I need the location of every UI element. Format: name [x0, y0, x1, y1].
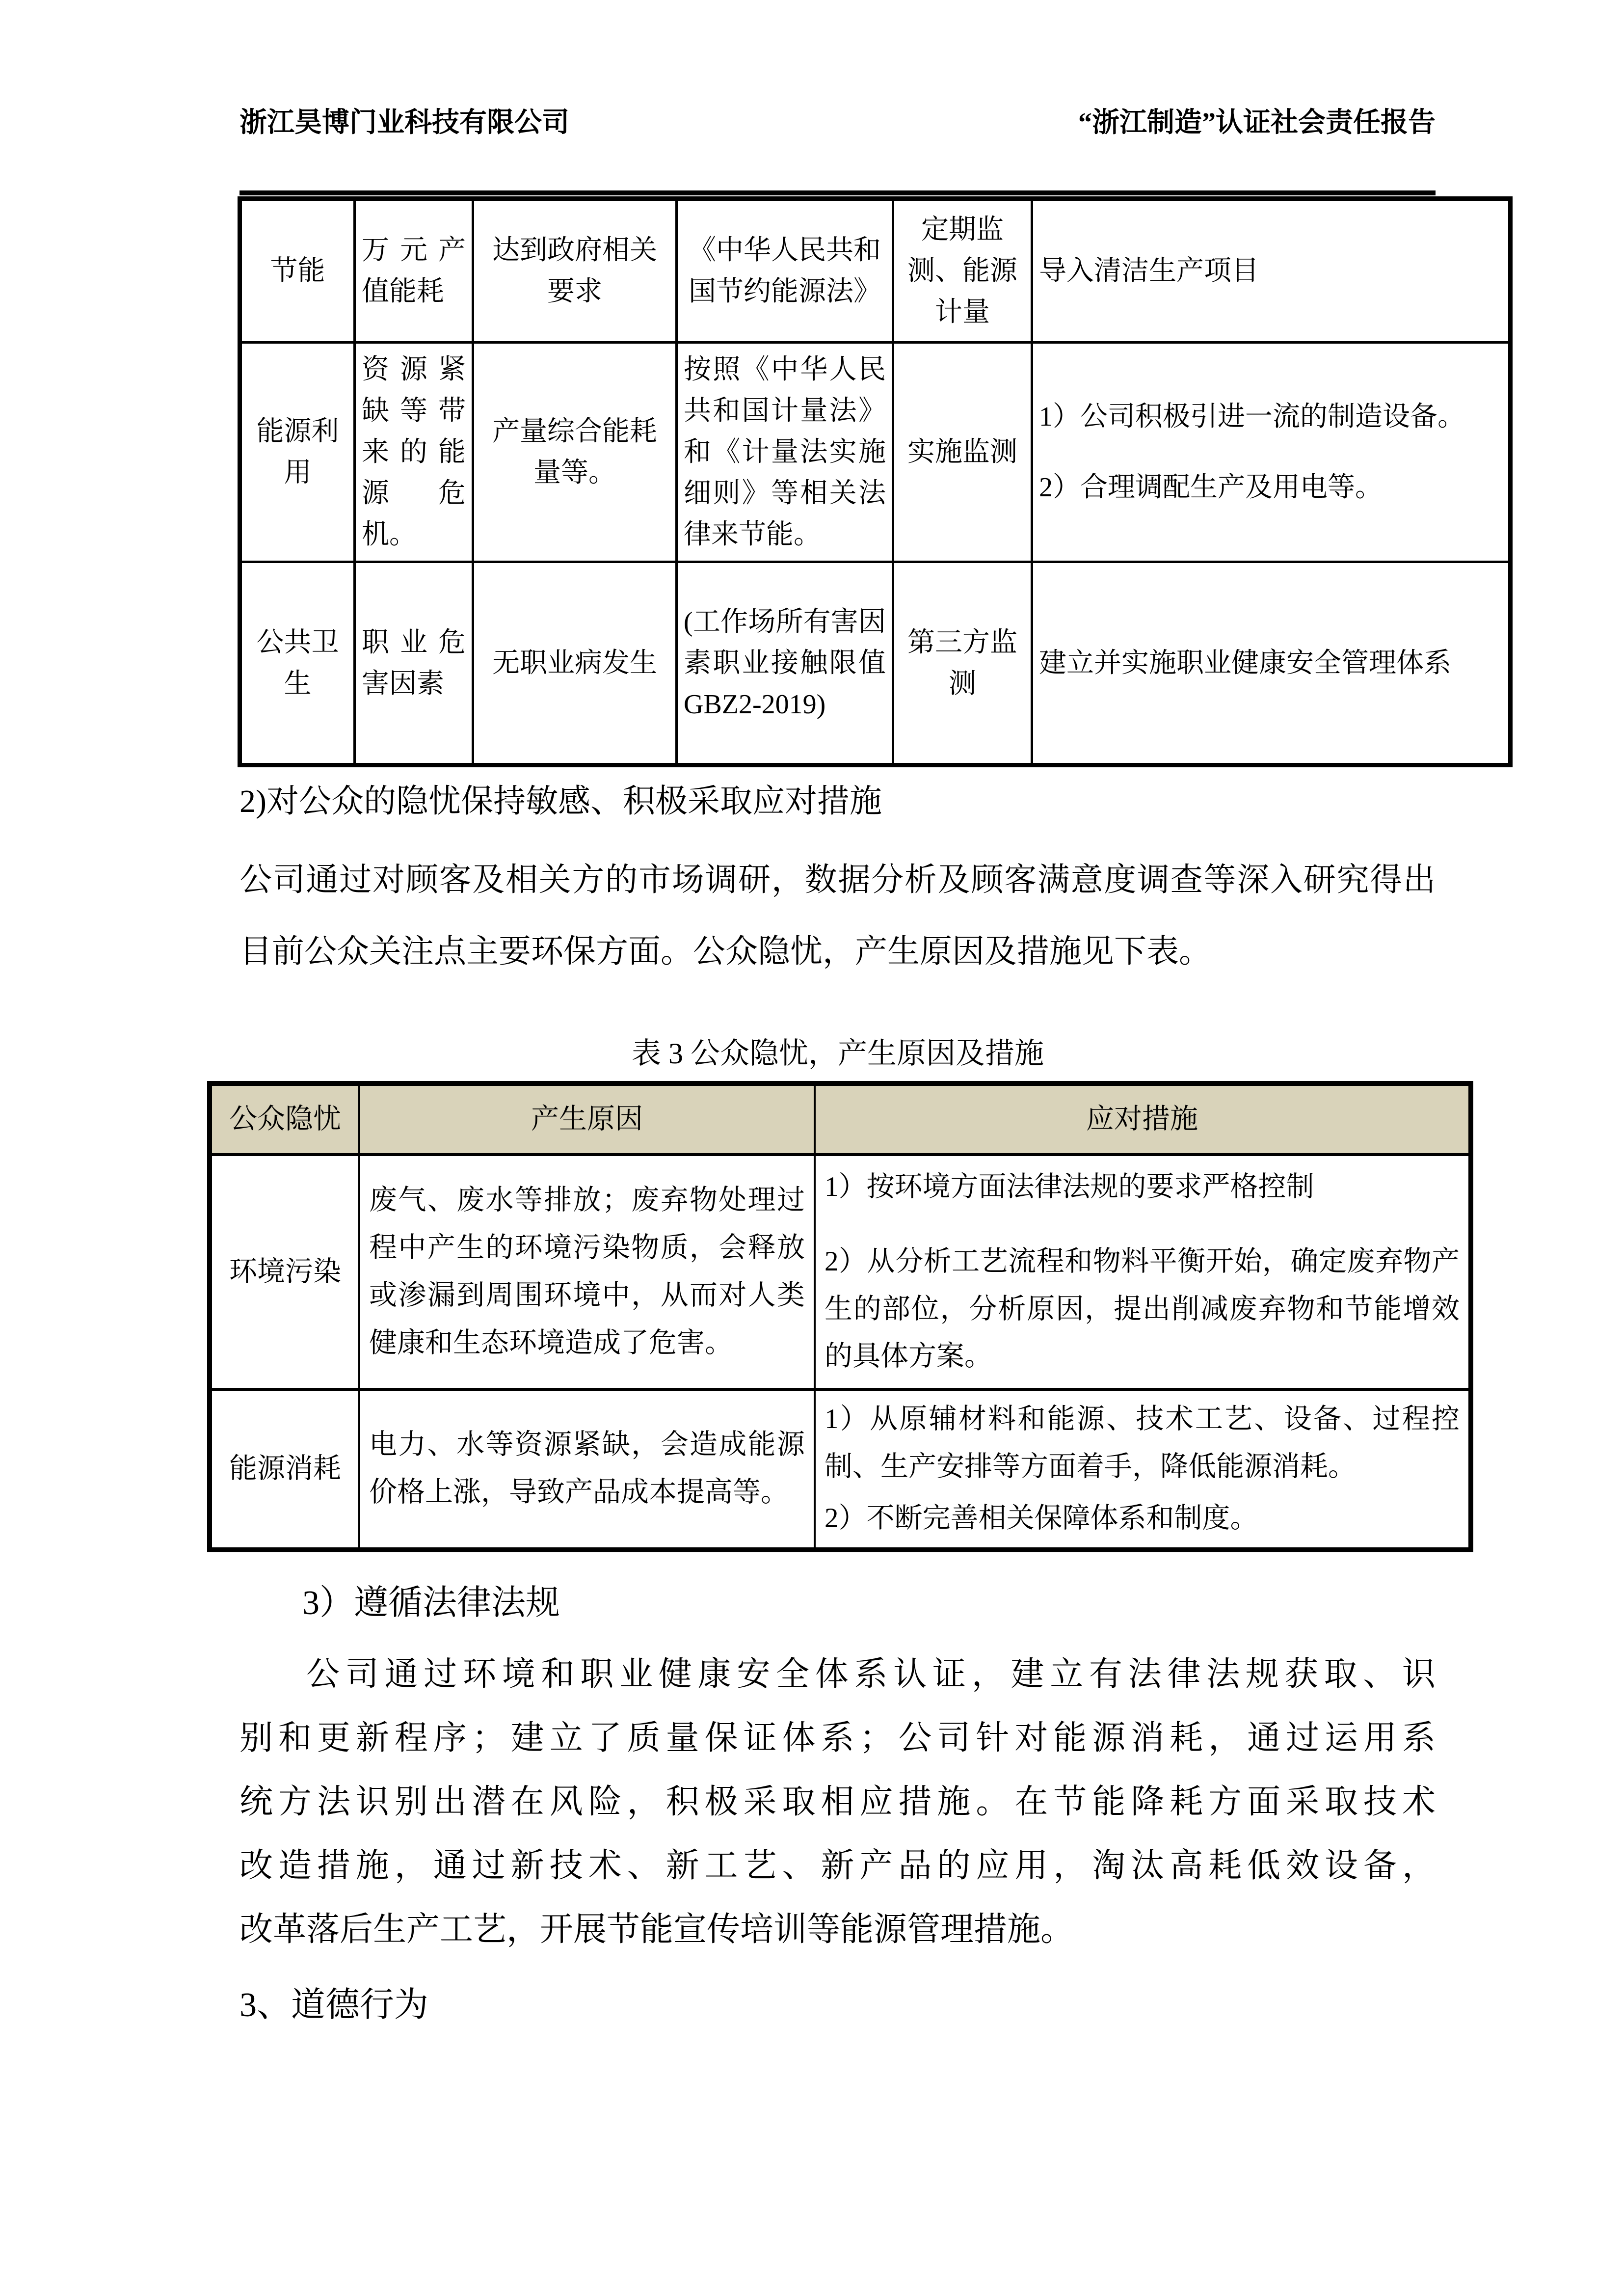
cell-goal: 达到政府相关要求	[473, 199, 677, 343]
section3-paragraph-line: 别和更新程序；建立了质量保证体系；公司针对能源消耗，通过运用系	[239, 1719, 1436, 1756]
cell-law: (工作场所有害因素职业接触限值GBZ2-2019)	[677, 562, 893, 765]
header-rule	[239, 190, 1436, 195]
column-header-cause: 产生原因	[359, 1083, 815, 1155]
column-header-concern: 公众隐忧	[210, 1083, 359, 1155]
measure-item: 2）不断完善相关保障体系和制度。	[825, 1502, 1258, 1534]
section2-paragraph-line: 公司通过对顾客及相关方的市场调研，数据分析及顾客满意度调查等深入研究得出	[239, 862, 1436, 898]
measure-item: 2）从分析工艺流程和物料平衡开始，确定废弃物产生的部位，分析原因，提出削减废弃物和节能增效的具体方案。	[825, 1245, 1460, 1372]
measure-item: 导入清洁生产项目	[1039, 256, 1259, 286]
section3-paragraph-line: 改造措施，通过新技术、新工艺、新产品的应用，淘汰高耗低效设备，	[239, 1847, 1436, 1884]
cell-measures	[815, 1389, 1471, 1550]
cell-law: 《中华人民共和国节约能源法》	[677, 199, 893, 343]
cell-monitor: 定期监测、能源计量	[893, 199, 1032, 343]
section3-paragraph-line: 改革落后生产工艺，开展节能宣传培训等能源管理措施。	[239, 1911, 1074, 1948]
measure-item: 1）公司积极引进一流的制造设备。	[1039, 402, 1465, 432]
cell-category: 公共卫生	[240, 562, 355, 765]
table-row	[240, 343, 1511, 562]
cell-cause: 电力、水等资源紧缺，会造成能源价格上涨，导致产品成本提高等。	[359, 1389, 815, 1550]
cell-goal: 产量综合能耗量等。	[473, 343, 677, 562]
responsibility-table	[238, 196, 1513, 767]
section3-paragraph-line: 公司通过环境和职业健康安全体系认证，建立有法律法规获取、识	[306, 1655, 1436, 1693]
table-header-row	[210, 1083, 1471, 1155]
section3-heading: 3）遵循法律法规	[302, 1584, 560, 1622]
section4-heading: 3、道德行为	[239, 1986, 428, 2024]
section3-paragraph-line: 统方法识别出潜在风险，积极采取相应措施。在节能降耗方面采取技术	[239, 1783, 1436, 1820]
cell-monitor: 第三方监测	[893, 562, 1032, 765]
report-title: “浙江制造”认证社会责任报告	[1078, 108, 1436, 138]
cell-concern: 能源消耗	[210, 1389, 359, 1550]
cell-measures	[1032, 343, 1511, 562]
cell-law: 按照《中华人民共和国计量法》和《计量法实施细则》等相关法律来节能。	[677, 343, 893, 562]
cell-cause: 废气、废水等排放；废弃物处理过程中产生的环境污染物质，会释放或渗漏到周围环境中，从而对人类健康和生态环境造成了危害。	[359, 1155, 815, 1389]
section2-heading: 2)对公众的隐忧保持敏感、积极采取应对措施	[239, 783, 882, 819]
cell-measures	[1032, 562, 1511, 765]
table-row	[240, 199, 1511, 343]
company-name: 浙江昊博门业科技有限公司	[239, 108, 569, 138]
table-row	[210, 1155, 1471, 1389]
cell-category: 节能	[240, 199, 355, 343]
measure-item: 2）合理调配生产及用电等。	[1039, 472, 1383, 503]
cell-measures	[815, 1155, 1471, 1389]
cell-measures	[1032, 199, 1511, 343]
cell-category: 能源利用	[240, 343, 355, 562]
cell-monitor: 实施监测	[893, 343, 1032, 562]
table-row	[210, 1389, 1471, 1550]
measure-item: 1）按环境方面法律法规的要求严格控制	[825, 1171, 1314, 1202]
cell-concern: 职业危害因素	[355, 562, 473, 765]
section2-paragraph-line: 目前公众关注点主要环保方面。公众隐忧，产生原因及措施见下表。	[239, 934, 1211, 970]
table3-title: 表 3 公众隐忧，产生原因及措施	[632, 1037, 1044, 1070]
table-row	[240, 562, 1511, 765]
cell-concern: 环境污染	[210, 1155, 359, 1389]
cell-goal: 无职业病发生	[473, 562, 677, 765]
cell-concern: 资源紧缺等带来的能源危机。	[355, 343, 473, 562]
cell-concern: 万元产值能耗	[355, 199, 473, 343]
page-header	[239, 101, 1436, 140]
public-concern-table	[207, 1081, 1473, 1552]
column-header-measures: 应对措施	[815, 1083, 1471, 1155]
measure-item: 1）从原辅材料和能源、技术工艺、设备、过程控制、生产安排等方面着手，降低能源消耗。	[825, 1404, 1460, 1482]
measure-item: 建立并实施职业健康安全管理体系	[1039, 648, 1451, 678]
